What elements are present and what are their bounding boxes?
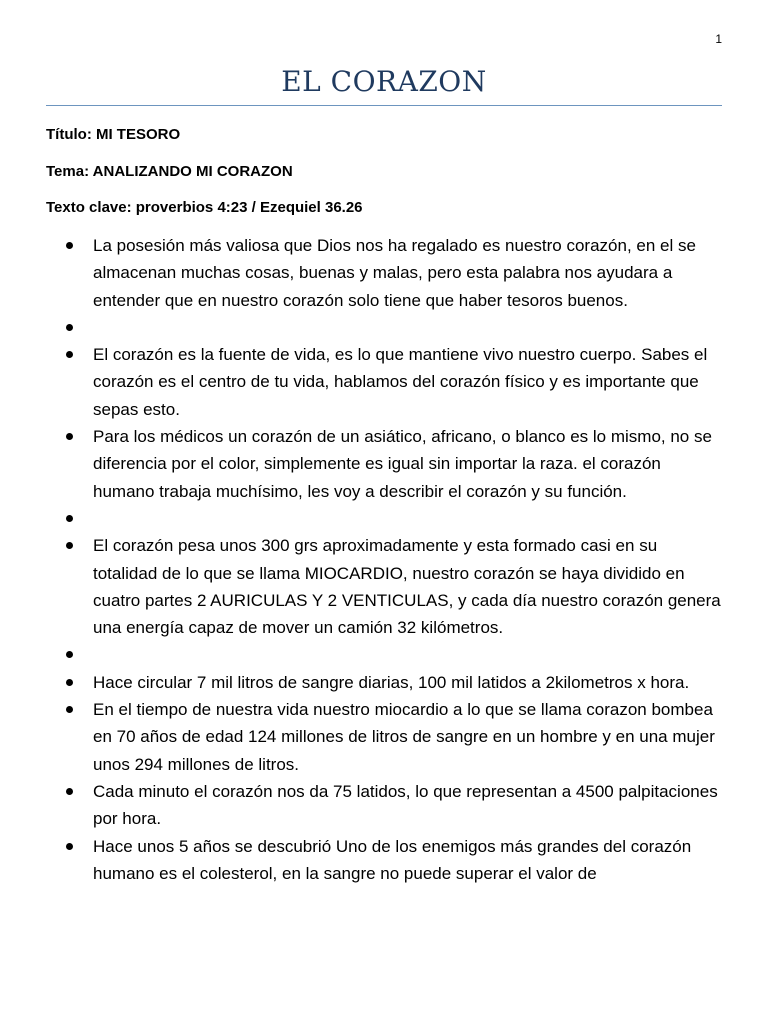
list-item: [46, 778, 722, 833]
list-item-text: Hace circular 7 mil litros de sangre diarias, 100 mil latidos a 2kilometros x hora.: [93, 672, 690, 692]
bullet-icon: [66, 433, 73, 440]
list-item-text: Para los médicos un corazón de un asiático, africano, o blanco es lo mismo, no se diferencia por el color, simplemente es igual sin importar la raza. el corazón humano trabaja muchísimo, les voy a describir el corazón y su función.: [93, 427, 712, 501]
list-item: [46, 341, 722, 423]
bullet-list: [46, 232, 722, 887]
bullet-icon: [66, 679, 73, 686]
list-item-text: En el tiempo de nuestra vida nuestro miocardio a lo que se llama corazon bombea en 70 años de edad 124 millones de litros de sangre en un hombre y en una mujer unos 294 millones de litros.: [93, 700, 715, 774]
list-item-text: La posesión más valiosa que Dios nos ha regalado es nuestro corazón, en el se almacenan muchas cosas, buenas y malas, pero esta palabra nos ayudara a entender que en nuestro corazón solo tiene que haber tesoros buenos.: [93, 236, 696, 310]
list-item-text: [93, 641, 722, 668]
list-item-text: [93, 505, 722, 532]
bullet-icon: [66, 542, 73, 549]
list-item-text: Cada minuto el corazón nos da 75 latidos, lo que representan a 4500 palpitaciones por hora.: [93, 781, 718, 829]
list-item-empty: [46, 641, 722, 668]
bullet-icon: [66, 515, 73, 522]
list-item: [46, 696, 722, 778]
bullet-icon: [66, 843, 73, 850]
bullet-icon: [66, 351, 73, 358]
list-item-text: El corazón pesa unos 300 grs aproximadamente y esta formado casi en su totalidad de lo que se llama MIOCARDIO, nuestro corazón se haya dividido en cuatro partes 2 AURICULAS Y 2 VENTICULAS, y cada día nuestro corazón genera una energía capaz de mover un camión 32 kilómetros.: [93, 536, 721, 638]
bullet-icon: [66, 651, 73, 658]
list-item-text: Hace unos 5 años se descubrió Uno de los enemigos más grandes del corazón humano es el colesterol, en la sangre no puede superar el valor de: [93, 836, 692, 883]
list-item: [46, 833, 722, 888]
meta-titulo: Título: MI TESORO: [46, 126, 181, 143]
bullet-icon: [66, 706, 73, 713]
list-item-text: [93, 314, 722, 341]
list-item-empty: [46, 314, 722, 341]
list-item: [46, 669, 722, 696]
document-title: EL CORAZON: [281, 65, 487, 98]
bullet-icon: [66, 788, 73, 795]
bullet-icon: [66, 324, 73, 331]
page-number: 1: [715, 32, 722, 46]
meta-tema: Tema: ANALIZANDO MI CORAZON: [46, 163, 293, 180]
bullet-icon: [66, 242, 73, 249]
title-underline-rule: [46, 105, 722, 106]
list-item: [46, 232, 722, 314]
meta-texto-clave: Texto clave: proverbios 4:23 / Ezequiel 36.26: [46, 199, 363, 216]
list-item-empty: [46, 505, 722, 532]
list-item: [46, 423, 722, 505]
list-item-text: El corazón es la fuente de vida, es lo que mantiene vivo nuestro cuerpo. Sabes el corazón es el centro de tu vida, hablamos del corazón físico y es importante que sepas esto.: [93, 345, 708, 419]
list-item: [46, 532, 722, 641]
